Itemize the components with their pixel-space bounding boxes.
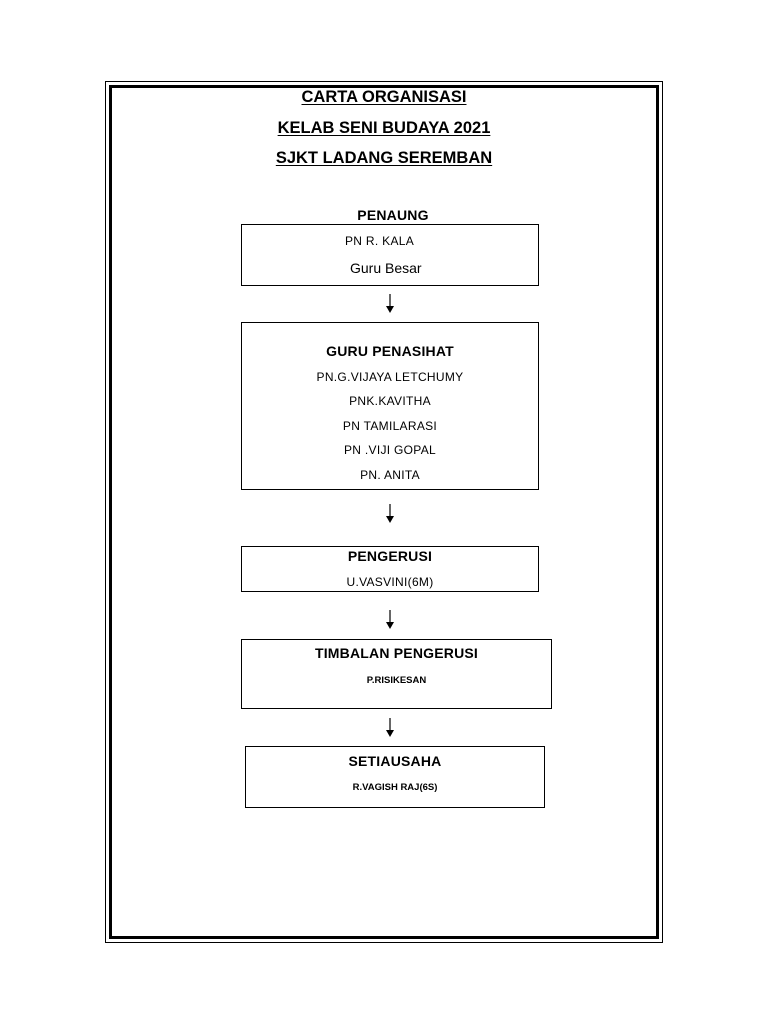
club-title: KELAB SENI BUDAYA 2021	[277, 119, 491, 137]
guru-penasihat-box	[241, 322, 539, 490]
member-name: PN.G.VIJAYA LETCHUMY	[316, 370, 464, 384]
chart-title: CARTA ORGANISASI	[301, 88, 467, 106]
arrow-down-icon	[385, 718, 395, 738]
arrow-down-icon	[385, 610, 395, 630]
arrow-down-icon	[385, 504, 395, 524]
guru-penasihat-label: GURU PENASIHAT	[326, 343, 454, 359]
timbalan-pengerusi-label: TIMBALAN PENGERUSI	[314, 645, 479, 661]
member-name: PN TAMILARASI	[342, 419, 438, 433]
pengerusi-box	[241, 546, 539, 592]
member-name: PNK.KAVITHA	[349, 394, 431, 408]
pengerusi-name: U.VASVINI(6M)	[346, 575, 434, 589]
penaung-name: PN R. KALA	[345, 234, 415, 248]
penaung-label: PENAUNG	[357, 207, 429, 223]
setiausaha-box	[245, 746, 545, 808]
timbalan-pengerusi-box	[241, 639, 552, 709]
penaung-position: Guru Besar	[350, 260, 422, 276]
timbalan-pengerusi-name: P.RISIKESAN	[366, 675, 427, 686]
member-name: PN. ANITA	[360, 468, 420, 482]
member-name: PN .VIJI GOPAL	[343, 443, 436, 457]
setiausaha-name: R.VAGISH RAJ(6S)	[352, 782, 438, 793]
setiausaha-label: SETIAUSAHA	[348, 753, 442, 769]
pengerusi-label: PENGERUSI	[347, 548, 433, 564]
penaung-box	[241, 224, 539, 286]
school-title: SJKT LADANG SEREMBAN	[275, 149, 493, 167]
arrow-down-icon	[385, 294, 395, 314]
